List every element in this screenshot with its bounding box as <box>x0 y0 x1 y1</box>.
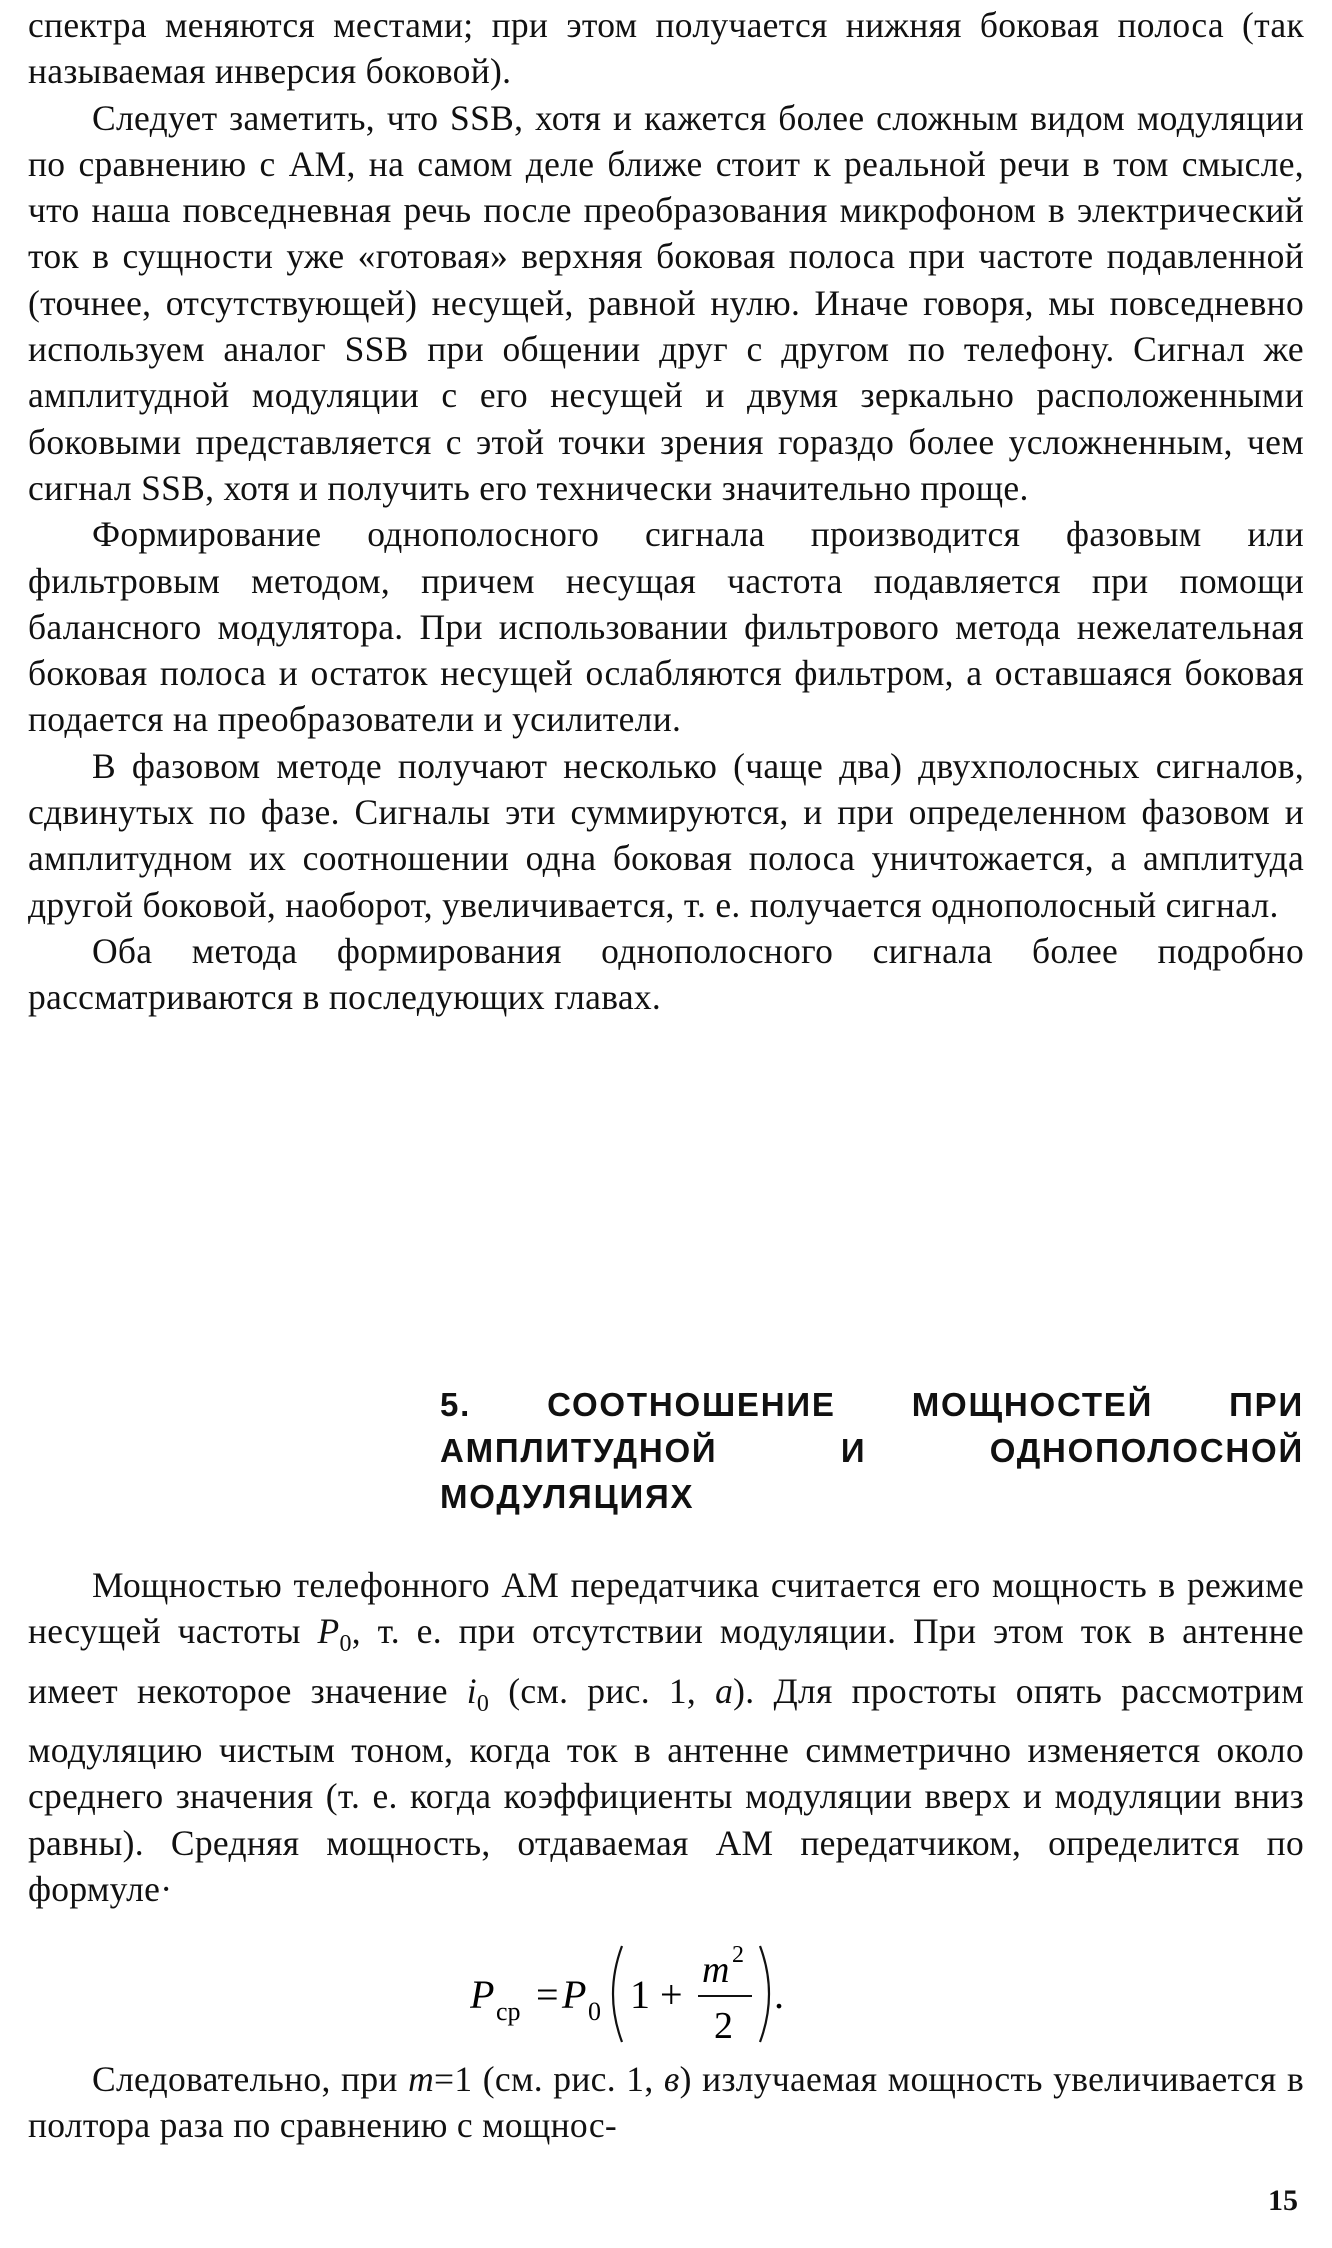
paragraph-consequence <box>28 2056 1304 2149</box>
paragraph-1: спектра меняются местами; при этом получается нижняя боковая полоса (так называемая инверсия боковой). <box>28 5 1304 92</box>
formula-p: P <box>562 1972 587 2017</box>
paragraph-5: Оба метода формирования однополосного сигнала более подробно рассматриваются в последующих главах. <box>28 930 1304 1018</box>
formula-average-power <box>470 1938 890 2050</box>
formula-den: 2 <box>714 2005 733 2047</box>
page-number: 15 <box>1268 2184 1298 2217</box>
text-run: , т. е. при отсутствии модуляции. При этом ток в антенне имеет некоторое значение <box>28 1611 1304 1711</box>
formula-num-sup: 2 <box>732 1942 744 1968</box>
section-title: СООТНОШЕНИЕ МОЩНОСТЕЙ ПРИ АМПЛИТУДНОЙ И ОДНОПОЛОСНОЙ МОДУЛЯЦИЯХ <box>440 1386 1304 1515</box>
paragraph-3: Формирование однополосного сигнала производится фазовым или фильтровым методом, причем несущая частота подавляется при помощи балансного модулятора. При использовании фильтрового метода нежелательная боковая полоса и остаток несущей ослабляются фильтром, а оставшаяся боковая подается на преобразователи и усилители. <box>28 514 1304 740</box>
text-run: (см. рис. 1, <box>489 1670 716 1711</box>
formula-eq: = <box>536 1972 559 2017</box>
text-run: Следовательно, при <box>92 2059 409 2099</box>
formula-one-plus: 1 + <box>630 1972 683 2017</box>
text-block-top <box>28 2 1304 1021</box>
formula-num: m <box>702 1949 730 1991</box>
text-run: Мощностью телефонного АМ передатчика считается его мощность в режиме несущей частоты <box>28 1565 1304 1652</box>
var-i0: i <box>466 1670 477 1711</box>
var-m: m <box>408 2059 435 2099</box>
paragraph-power <box>28 1562 1304 1912</box>
var-p0: P <box>317 1611 340 1652</box>
formula-p-sub: 0 <box>588 1997 601 2026</box>
left-paren <box>613 1946 622 2042</box>
paragraph-2: Следует заметить, что SSB, хотя и кажется более сложным видом модуляции по сравнению с АМ, на самом деле ближе стоит к реальной речи в том смысле, что наша повседневная речь после преобразования микрофоном в электрический ток в сущности уже «готовая» верхняя боковая полоса при частоте подавленной (точнее, отсутствующей) несущей, равной нулю. Иначе говоря, мы повседневно используем аналог SSB при общении друг с другом по телефону. Сигнал же амплитудной модуляции с его несущей и двумя зеркально расположенными боковыми представляется с этой точки зрения гораздо более усложненным, чем сигнал SSB, хотя и получить его технически значительно проще. <box>28 97 1304 508</box>
fig-ref-a: а <box>715 1670 734 1711</box>
formula-lhs: P <box>470 1972 495 2017</box>
section-number: 5. <box>440 1386 472 1423</box>
formula-lhs-sub: ср <box>496 1997 521 2026</box>
sub-p0: 0 <box>339 1631 352 1658</box>
text-block-middle <box>28 1562 1304 1912</box>
paragraph-4: В фазовом методе получают несколько (чаще два) двухполосных сигналов, сдвинутых по фазе. Сигналы эти суммируются, и при определенном фазовом и амплитудном их соотношении одна боковая полоса уничтожается, а амплитуда другой боковой, наоборот, увеличивается, т. е. получается однополосный сигнал. <box>28 745 1304 925</box>
text-run: =1 (см. рис. 1, <box>434 2059 664 2099</box>
text-run: ) излучаемая мощность увеличивается в полтора раза по сравнению с мощнос- <box>28 2059 1304 2146</box>
fig-ref-v: в <box>663 2059 680 2099</box>
right-paren <box>760 1946 769 2042</box>
section-heading <box>440 1382 1304 1520</box>
sub-i0: 0 <box>476 1690 490 1717</box>
text-run: ). Для простоты опять рассмотрим модуляцию чистым тоном, когда ток в антенне симметрично изменяется около среднего значения (т. е. когда коэффициенты модуляции вверх и модуляции вниз равны). Средняя мощность, отдаваемая АМ передатчиком, определится по формуле· <box>28 1670 1304 1909</box>
text-block-bottom <box>28 2056 1304 2149</box>
formula-end: . <box>774 1972 784 2017</box>
